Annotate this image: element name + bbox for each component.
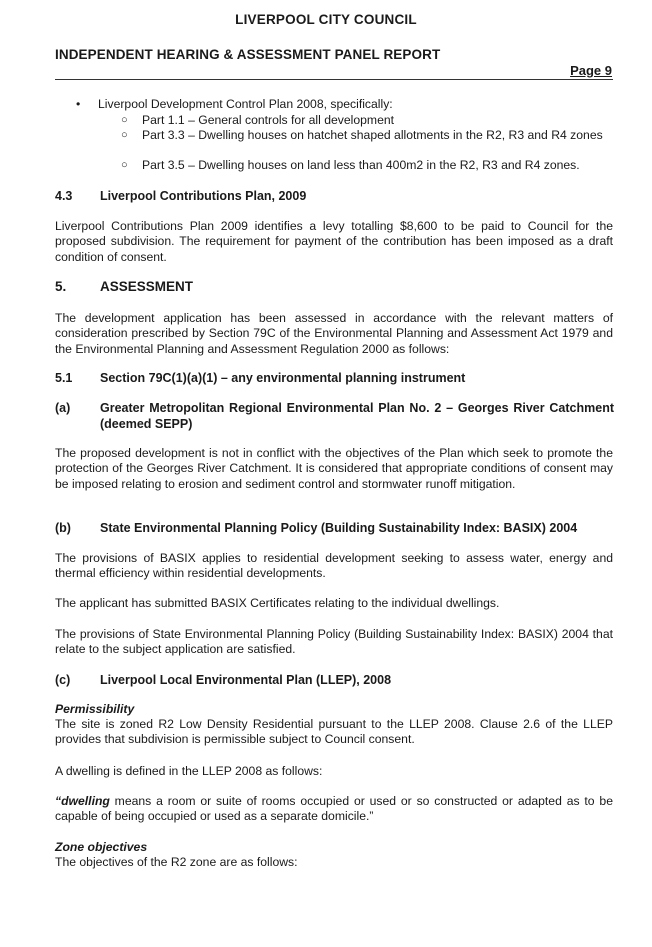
dcp-part-text: Part 1.1 – General controls for all development bbox=[142, 113, 395, 127]
dcp-bullet-text: Liverpool Development Control Plan 2008, specifically: bbox=[98, 97, 393, 111]
bullet-icon: • bbox=[76, 97, 81, 111]
section-title: Section 79C(1)(a)(1) – any environmental planning instrument bbox=[100, 371, 466, 385]
contributions-paragraph: Liverpool Contributions Plan 2009 identifies a levy totalling $8,600 to be paid to Council for the proposed subdivision. The requirement for payment of the contribution has been imposed as a draft condition of consent. bbox=[55, 219, 613, 264]
header-divider bbox=[55, 79, 613, 80]
page-number: Page 9 bbox=[570, 63, 612, 78]
section-title: Liverpool Contributions Plan, 2009 bbox=[100, 189, 307, 203]
basix-paragraph-2: The applicant has submitted BASIX Certificates relating to the individual dwellings. bbox=[55, 596, 500, 610]
section-number: 4.3 bbox=[55, 189, 73, 203]
section-number: (b) bbox=[55, 521, 71, 535]
circle-bullet-icon: ○ bbox=[121, 129, 128, 141]
section-title: ASSESSMENT bbox=[100, 279, 194, 294]
report-title: INDEPENDENT HEARING & ASSESSMENT PANEL REPORT bbox=[55, 47, 441, 62]
dwelling-intro: A dwelling is defined in the LLEP 2008 as follows: bbox=[55, 764, 323, 778]
basix-paragraph-1: The provisions of BASIX applies to residential development seeking to assess water, energy and thermal efficiency within residential developments. bbox=[55, 551, 613, 581]
definition-text: means a room or suite of rooms occupied or used or so constructed or adapted as to be capable of being occupied or used as a separate domicile.” bbox=[55, 794, 613, 824]
basix-paragraph-3: The provisions of State Environmental Planning Policy (Building Sustainability Index: BASIX) 2004 that relate to the subject application are satisfied. bbox=[55, 627, 613, 657]
permissibility-paragraph: The site is zoned R2 Low Density Residential pursuant to the LLEP 2008. Clause 2.6 of the LLEP provides that subdivision is permissible subject to Council consent. bbox=[55, 717, 613, 747]
section-title: Greater Metropolitan Regional Environmental Plan No. 2 – Georges River Catchment (deemed SEPP) bbox=[100, 401, 614, 431]
council-name: LIVERPOOL CITY COUNCIL bbox=[235, 12, 417, 27]
dcp-part-text: Part 3.3 – Dwelling houses on hatchet shaped allotments in the R2, R3 and R4 zones bbox=[142, 128, 603, 142]
dwelling-definition bbox=[55, 794, 613, 825]
definition-term: “dwelling bbox=[55, 794, 110, 808]
circle-bullet-icon: ○ bbox=[121, 159, 128, 171]
circle-bullet-icon: ○ bbox=[121, 114, 128, 126]
section-title: State Environmental Planning Policy (Building Sustainability Index: BASIX) 2004 bbox=[100, 521, 578, 535]
section-number: (c) bbox=[55, 673, 71, 687]
zone-objectives-paragraph: The objectives of the R2 zone are as follows: bbox=[55, 855, 298, 869]
section-number: 5. bbox=[55, 279, 67, 294]
georges-river-paragraph: The proposed development is not in conflict with the objectives of the Plan which seek to promote the protection of the Georges River Catchment. It is considered that appropriate conditions of consent may be imposed relating to erosion and sediment control and stormwater runoff mitigation. bbox=[55, 446, 613, 491]
section-title: Liverpool Local Environmental Plan (LLEP), 2008 bbox=[100, 673, 392, 687]
dcp-part-text: Part 3.5 – Dwelling houses on land less than 400m2 in the R2, R3 and R4 zones. bbox=[142, 158, 580, 172]
assessment-paragraph: The development application has been assessed in accordance with the relevant matters of consideration prescribed by Section 79C of the Environmental Planning and Assessment Act 1979 and the Environmental Planning and Assessment Regulation 2000 as follows: bbox=[55, 311, 613, 356]
zone-objectives-heading: Zone objectives bbox=[55, 840, 148, 854]
section-number: 5.1 bbox=[55, 371, 73, 385]
permissibility-heading: Permissibility bbox=[55, 702, 135, 716]
section-number: (a) bbox=[55, 401, 71, 415]
